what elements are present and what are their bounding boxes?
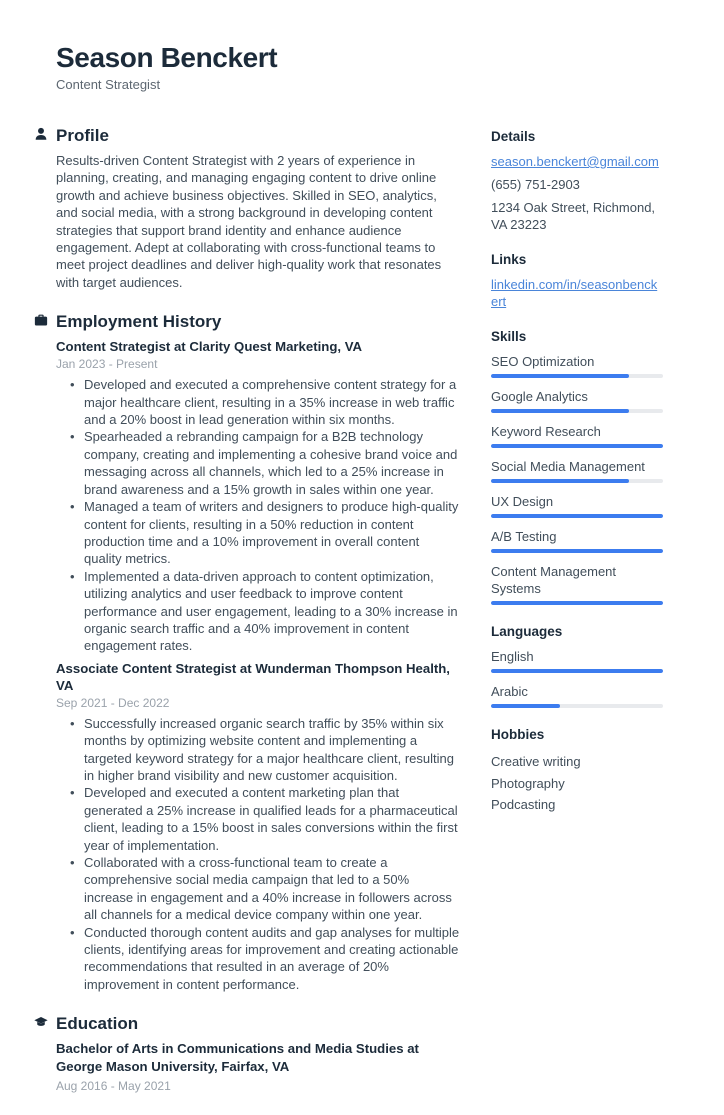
briefcase-icon (34, 312, 48, 332)
language-bar-fill (491, 669, 663, 673)
resume-header (56, 42, 663, 92)
skill-item (491, 388, 663, 413)
bullet-item: • Spearheaded a rebranding campaign for a B2B technology company, creating and implementing a cohesive brand voice and messaging across all channels, which led to a 25% increase in brand awareness and a 15% growth in sales within one year. (69, 428, 460, 498)
skill-label: Social Media Management (491, 459, 645, 474)
skill-bar (491, 374, 663, 378)
education-heading-label: Education (56, 1014, 139, 1034)
skill-bar-fill (491, 514, 663, 518)
education-period: Aug 2016 - May 2021 (56, 1079, 171, 1094)
skill-item (491, 493, 663, 518)
email-link[interactable]: season.benckert@gmail.com (491, 154, 659, 169)
skill-bar (491, 549, 663, 553)
skill-bar-fill (491, 549, 663, 553)
linkedin-link[interactable]: linkedin.com/in/seasonbenckert (491, 277, 658, 309)
skill-bar (491, 479, 663, 483)
language-item (491, 648, 663, 673)
skill-bar-fill (491, 409, 629, 413)
job-title: Content Strategist at Clarity Quest Marketing, VA (56, 339, 363, 355)
skills-section (491, 329, 663, 605)
skill-item (491, 563, 663, 605)
job-bullet-list (56, 376, 460, 655)
job-bullet-list (56, 715, 460, 994)
profile-section (34, 126, 460, 291)
education-entry (56, 1040, 460, 1094)
person-job-title: Content Strategist (56, 77, 161, 92)
details-section (491, 129, 663, 233)
skills-heading: Skills (491, 329, 527, 344)
hobby-item: Podcasting (491, 797, 556, 812)
language-label: Arabic (491, 684, 528, 699)
skill-bar (491, 409, 663, 413)
skill-item (491, 458, 663, 483)
bullet-item: • Conducted thorough content audits and gap analyses for multiple clients, identifying areas for improvement and creating actionable recommendations that resulted in an average of 20% improvement in content performance. (69, 924, 460, 994)
language-bar (491, 669, 663, 673)
sidebar-column (491, 126, 663, 1115)
skill-label: Keyword Research (491, 424, 601, 439)
skill-bar (491, 601, 663, 605)
skill-item (491, 528, 663, 553)
languages-section (491, 624, 663, 708)
hobby-item: Creative writing (491, 754, 581, 769)
profile-summary-text: Results-driven Content Strategist with 2 years of experience in planning, creating, and managing engaging content to drive online growth and achieve business objectives. Skilled in SEO, analytics, and social media, with a strong background in developing content strategies that support brand identity and enhance audience engagement. Adept at collaborating with cross-functional teams to meet project deadlines and deliver high-quality work that resonates with target audiences. (56, 153, 442, 290)
language-item (491, 683, 663, 708)
employment-heading-label: Employment History (56, 312, 222, 332)
job-entry (56, 660, 460, 994)
graduation-cap-icon (34, 1014, 48, 1034)
job-period: Jan 2023 - Present (56, 357, 158, 372)
skill-bar (491, 514, 663, 518)
job-title: Associate Content Strategist at Wunderman Thompson Health, VA (56, 660, 450, 693)
profile-section-heading (34, 126, 460, 146)
skill-bar-fill (491, 374, 629, 378)
skill-label: Google Analytics (491, 389, 588, 404)
skill-item (491, 353, 663, 378)
person-name: Season Benckert (56, 42, 278, 73)
profile-heading-label: Profile (56, 126, 109, 145)
job-entry (56, 338, 460, 655)
bullet-item: • Successfully increased organic search traffic by 35% within six months by optimizing website content and implementing a targeted keyword strategy for a major healthcare client, resulting in higher brand visibility and new customer acquisition. (69, 715, 460, 785)
education-section (34, 1014, 460, 1094)
education-degree: Bachelor of Arts in Communications and Media Studies at George Mason University, Fairfax, VA (56, 1041, 419, 1075)
bullet-item: • Implemented a data-driven approach to content optimization, utilizing analytics and user feedback to improve content performance and user engagement, leading to a 30% increase in organic search traffic and a 40% improvement in content engagement rates. (69, 568, 460, 655)
hobbies-section (491, 727, 663, 816)
language-label: English (491, 649, 534, 664)
skill-bar-fill (491, 479, 629, 483)
bullet-item: • Managed a team of writers and designers to produce high-quality content for clients, resulting in a 50% reduction in content production time and a 10% improvement in overall content quality metrics. (69, 498, 460, 568)
skill-bar-fill (491, 444, 663, 448)
links-heading: Links (491, 252, 527, 267)
employment-section (34, 312, 460, 993)
employment-section-heading (34, 312, 460, 332)
skill-label: UX Design (491, 494, 554, 509)
bullet-item: • Developed and executed a content marketing plan that generated a 25% increase in qualified leads for a pharmaceutical client, leading to a 15% boost in sales conversions within the first year of implementation. (69, 784, 460, 854)
languages-heading: Languages (491, 624, 563, 639)
skill-bar-fill (491, 601, 663, 605)
phone-number: (655) 751-2903 (491, 177, 580, 192)
language-bar (491, 704, 663, 708)
content-columns (34, 126, 663, 1115)
skill-bar (491, 444, 663, 448)
person-icon (34, 126, 48, 146)
skill-label: A/B Testing (491, 529, 557, 544)
job-period: Sep 2021 - Dec 2022 (56, 695, 170, 710)
main-column (34, 126, 460, 1115)
skill-label: SEO Optimization (491, 354, 595, 369)
address: 1234 Oak Street, Richmond, VA 23223 (491, 200, 656, 232)
details-heading: Details (491, 129, 536, 144)
bullet-item: • Developed and executed a comprehensive content strategy for a major healthcare client, resulting in a 35% increase in web traffic and a 20% boost in lead generation within six months. (69, 376, 460, 428)
hobbies-heading: Hobbies (491, 727, 545, 742)
links-section (491, 252, 663, 310)
skill-item (491, 423, 663, 448)
education-section-heading (34, 1014, 460, 1034)
skill-label: Content Management Systems (491, 564, 617, 596)
bullet-item: • Collaborated with a cross-functional team to create a comprehensive social media campaign that led to a 50% increase in engagement and a 40% increase in followers across all channels for a medical device company within one year. (69, 854, 460, 924)
language-bar-fill (491, 704, 560, 708)
hobby-item: Photography (491, 775, 565, 791)
